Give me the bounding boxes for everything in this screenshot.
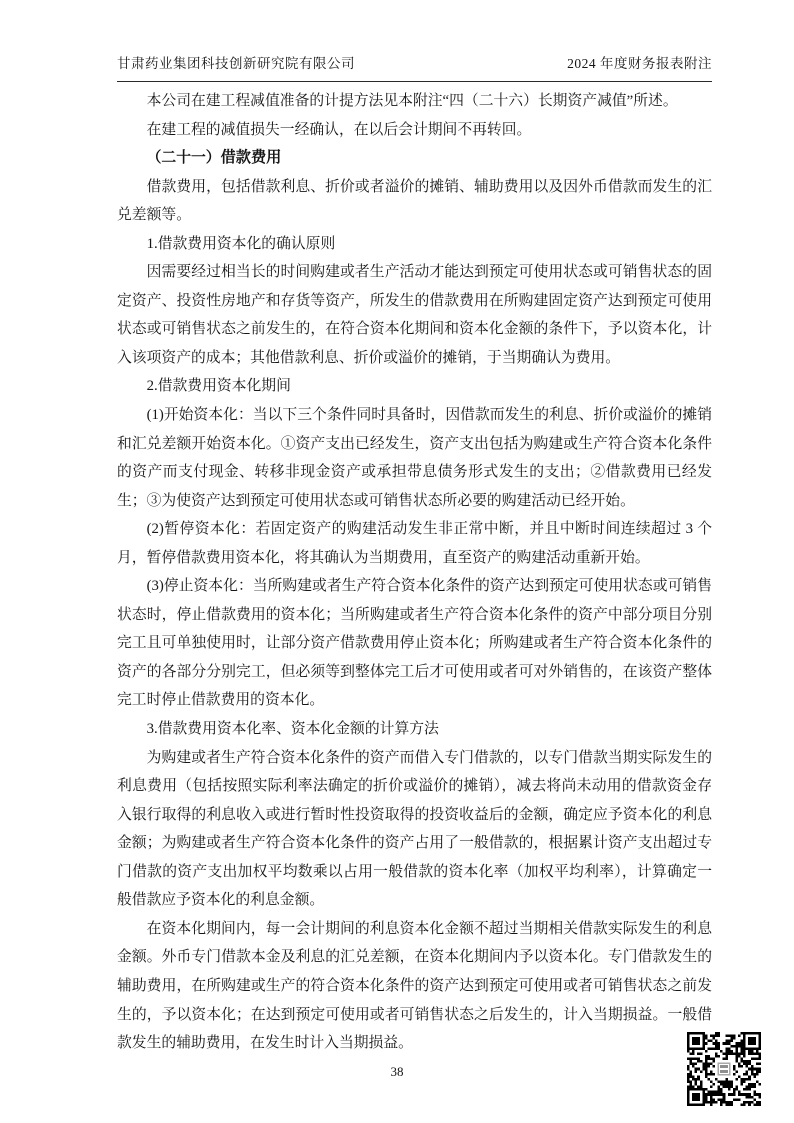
- header-company-name: 甘肃药业集团科技创新研究院有限公司: [117, 56, 355, 71]
- paragraph-suspend-capitalization: (2)暂停资本化：若固定资产的购建活动发生非正常中断，并且中断时间连续超过 3 个月，暂停借款费用资本化，将其确认为当期费用，直至资产的购建活动重新开始。: [117, 521, 712, 566]
- section-heading-number: （二十一）: [146, 150, 221, 167]
- subheading-capitalization-period: 2.借款费用资本化期间: [146, 378, 291, 395]
- paragraph-borrowing-definition: 借款费用，包括借款利息、折价或者溢价的摊销、辅助费用以及因外币借款而发生的汇兑差额等。: [117, 178, 712, 224]
- document-body: [117, 87, 712, 1058]
- paragraph-stop-capitalization: (3)停止资本化：当所购建或者生产符合资本化条件的资产达到预定可使用状态或可销售状态时，停止借款费用的资本化；当所购建或者生产符合资本化条件的资产中部分项目分别完工且可单独使用时，让部分资产借款费用停止资本化；所购建或者生产符合资本化条件的资产的各部分分别完工，但必须等到整体完工后才可使用或者可对外销售的，在该资产整体完工时停止借款费用的资本化。: [117, 578, 712, 709]
- page-header: [117, 52, 712, 82]
- paragraph-start-capitalization: (1)开始资本化：当以下三个条件同时具备时，因借款而发生的利息、折价或溢价的摊销和汇兑差额开始资本化。①资产支出已经发生，资产支出包括为购建或生产符合资本化条件的资产而支付现金、转移非现金资产或承担带息债务形式发生的支出；②借款费用已经发生；③为使资产达到预定可使用状态或可销售状态所必要的购建活动已经开始。: [117, 407, 712, 509]
- header-report-title: 2024 年度财务报表附注: [567, 56, 712, 71]
- subheading-capitalization-rate-method: 3.借款费用资本化率、资本化金额的计算方法: [146, 721, 439, 738]
- paragraph-capitalization-principle: 因需要经过相当长的时间购建或者生产活动才能达到预定可使用状态或可销售状态的固定资产、投资性房地产和存货等资产，所发生的借款费用在所购建固定资产达到预定可使用状态或可销售状态之前发生的，在符合资本化期间和资本化金额的条件下，予以资本化，计入该项资产的成本；其他借款利息、折价或溢价的摊销，于当期确认为费用。: [117, 264, 712, 366]
- subheading-capitalization-principle: 1.借款费用资本化的确认原则: [146, 235, 336, 252]
- page-number: 38: [390, 1064, 404, 1079]
- paragraph-impairment-loss: 在建工程的减值损失一经确认，在以后会计期间不再转回。: [146, 121, 532, 138]
- paragraph-specific-borrowing: 为购建或者生产符合资本化条件的资产而借入专门借款的，以专门借款当期实际发生的利息费用（包括按照实际利率法确定的折价或溢价的摊销），减去将尚未动用的借款资金存入银行取得的利息收入或进行暂时性投资取得的投资收益后的金额，确定应予资本化的利息金额；为购建或者生产符合资本化条件的资产占用了一般借款的，根据累计资产支出超过专门借款的资产支出加权平均数乘以占用一般借款的资本化率（加权平均利率），计算确定一般借款应予资本化的利息金额。: [117, 749, 712, 909]
- qr-code-icon: [687, 1032, 761, 1106]
- paragraph-capitalization-limits: 在资本化期间内，每一会计期间的利息资本化金额不超过当期相关借款实际发生的利息金额。外币专门借款本金及利息的汇兑差额，在资本化期间内予以资本化。专门借款发生的辅助费用，在所购建或生产的符合资本化条件的资产达到预定可使用或者可销售状态之前发生的，予以资本化；在达到预定可使用或者可销售状态之后发生的，计入当期损益。一般借款发生的辅助费用，在发生时计入当期损益。: [117, 920, 712, 1052]
- paragraph-impairment-method: 本公司在建工程减值准备的计提方法见本附注“四（二十六）长期资产减值”所述。: [146, 93, 678, 109]
- section-heading: [117, 144, 712, 173]
- section-heading-title: 借款费用: [220, 149, 282, 167]
